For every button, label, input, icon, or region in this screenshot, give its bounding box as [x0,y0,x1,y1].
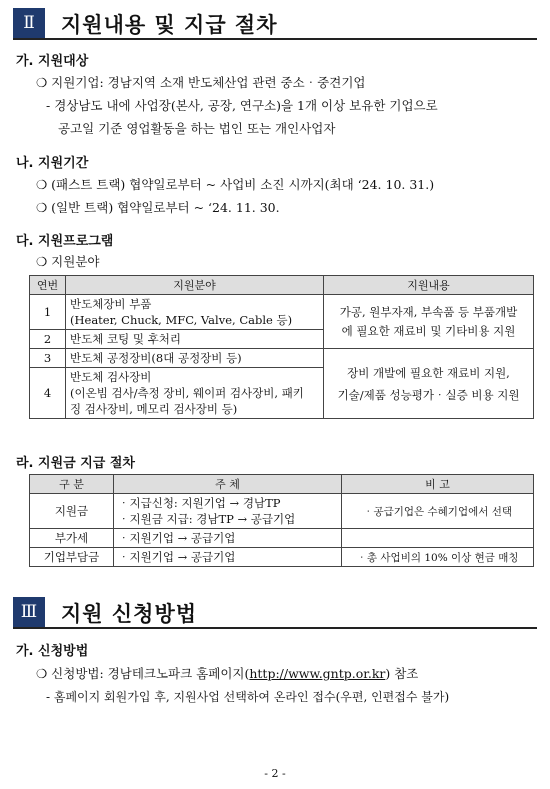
subheading-program: 다. 지원프로그램 [16,234,114,249]
text-line: ❍ (패스트 트랙) 협약일로부터 ~ 사업비 소진 시까지(최대 ‘24. 10. 31.) [36,177,435,192]
table-cell [66,368,324,419]
table-cell [66,295,324,330]
section-3-header [13,595,537,629]
table-cell: 1 [30,295,66,330]
table-header: 주 체 [114,475,342,494]
table-cell: ‧지원기업 → 공급기업 [114,529,342,548]
text-line: - 경상남도 내에 사업장(본사, 공장, 연구소)을 1개 이상 보유한 기업으로 [46,98,438,113]
section-title: 지원 신청방법 [61,602,198,626]
table-cell [324,295,534,349]
page-number: - 2 - [264,767,286,780]
text-span: ❍ 신청방법: 경남테크노파크 홈페이지( [36,666,250,681]
text-line [36,664,418,682]
table-header: 지원분야 [66,276,324,295]
table-header: 연번 [30,276,66,295]
cell-line: ‧지원금 지급: 경남TP → 공급기업 [118,512,296,526]
website-link[interactable]: http://www.gntp.or.kr [249,666,386,681]
table-cell: ‧지원기업 → 공급기업 [114,548,342,567]
cell-line: 기술/제품 성능평가‧실증 비용 지원 [337,387,520,402]
subheading-payment: 라. 지원금 지급 절차 [16,456,135,471]
subheading-target: 가. 지원대상 [16,54,89,69]
text-span: ) 참조 [385,666,419,681]
text-line: ❍ 지원분야 [36,254,100,269]
table-cell: 지원금 [30,494,114,529]
section-title: 지원내용 및 지급 절차 [61,13,278,37]
table-header: 비 고 [342,475,534,494]
table-cell: 4 [30,368,66,419]
table-header: 지원내용 [324,276,534,295]
text-line: - 홈페이지 회원가입 후, 지원사업 선택하여 온라인 접수(우편, 인편접수 불가) [46,690,450,704]
cell-line: (이온빔 검사/측정 장비, 웨이퍼 검사장비, 패키 [70,386,304,400]
cell-line: 에 필요한 재료비 및 기타비용 지원 [341,323,516,338]
table-cell: ‧총 사업비의 10% 이상 현금 매칭 [342,548,534,567]
text-line: 공고일 기준 영업활동을 하는 법인 또는 개인사업자 [58,121,336,136]
payment-procedure-table [29,474,534,567]
table-cell [342,529,534,548]
section-number: Ⅱ [13,8,45,38]
text-line: ❍ 지원기업: 경남지역 소재 반도체산업 관련 중소‧중견기업 [36,75,366,90]
support-field-table [29,275,534,419]
table-cell [324,349,534,419]
cell-line: 반도체장비 부품 [70,297,152,311]
cell-line: (Heater, Chuck, MFC, Valve, Cable 등) [70,313,293,327]
cell-line: 반도체 검사장비 [70,370,152,384]
table-cell: 기업부담금 [30,548,114,567]
table-cell [114,494,342,529]
table-cell: 부가세 [30,529,114,548]
table-cell: 반도체 공정장비(8대 공정장비 등) [66,349,324,368]
table-cell: 반도체 코팅 및 후처리 [66,330,324,349]
section-number: Ⅲ [13,597,45,627]
cell-line: 가공, 원부자재, 부속품 등 부품개발 [339,304,518,319]
table-cell: 2 [30,330,66,349]
table-cell: 3 [30,349,66,368]
cell-line: 장비 개발에 필요한 재료비 지원, [347,365,510,380]
cell-line: 징 검사장비, 메모리 검사장비 등) [70,402,238,416]
section-2-header [13,6,537,40]
table-cell: ‧공급기업은 수혜기업에서 선택 [342,494,534,529]
table-header: 구 분 [30,475,114,494]
subheading-period: 나. 지원기간 [16,156,89,171]
text-line: ❍ (일반 트랙) 협약일로부터 ~ ‘24. 11. 30. [36,200,280,215]
cell-line: ‧지급신청: 지원기업 → 경남TP [118,496,281,510]
subheading-apply: 가. 신청방법 [16,644,89,659]
